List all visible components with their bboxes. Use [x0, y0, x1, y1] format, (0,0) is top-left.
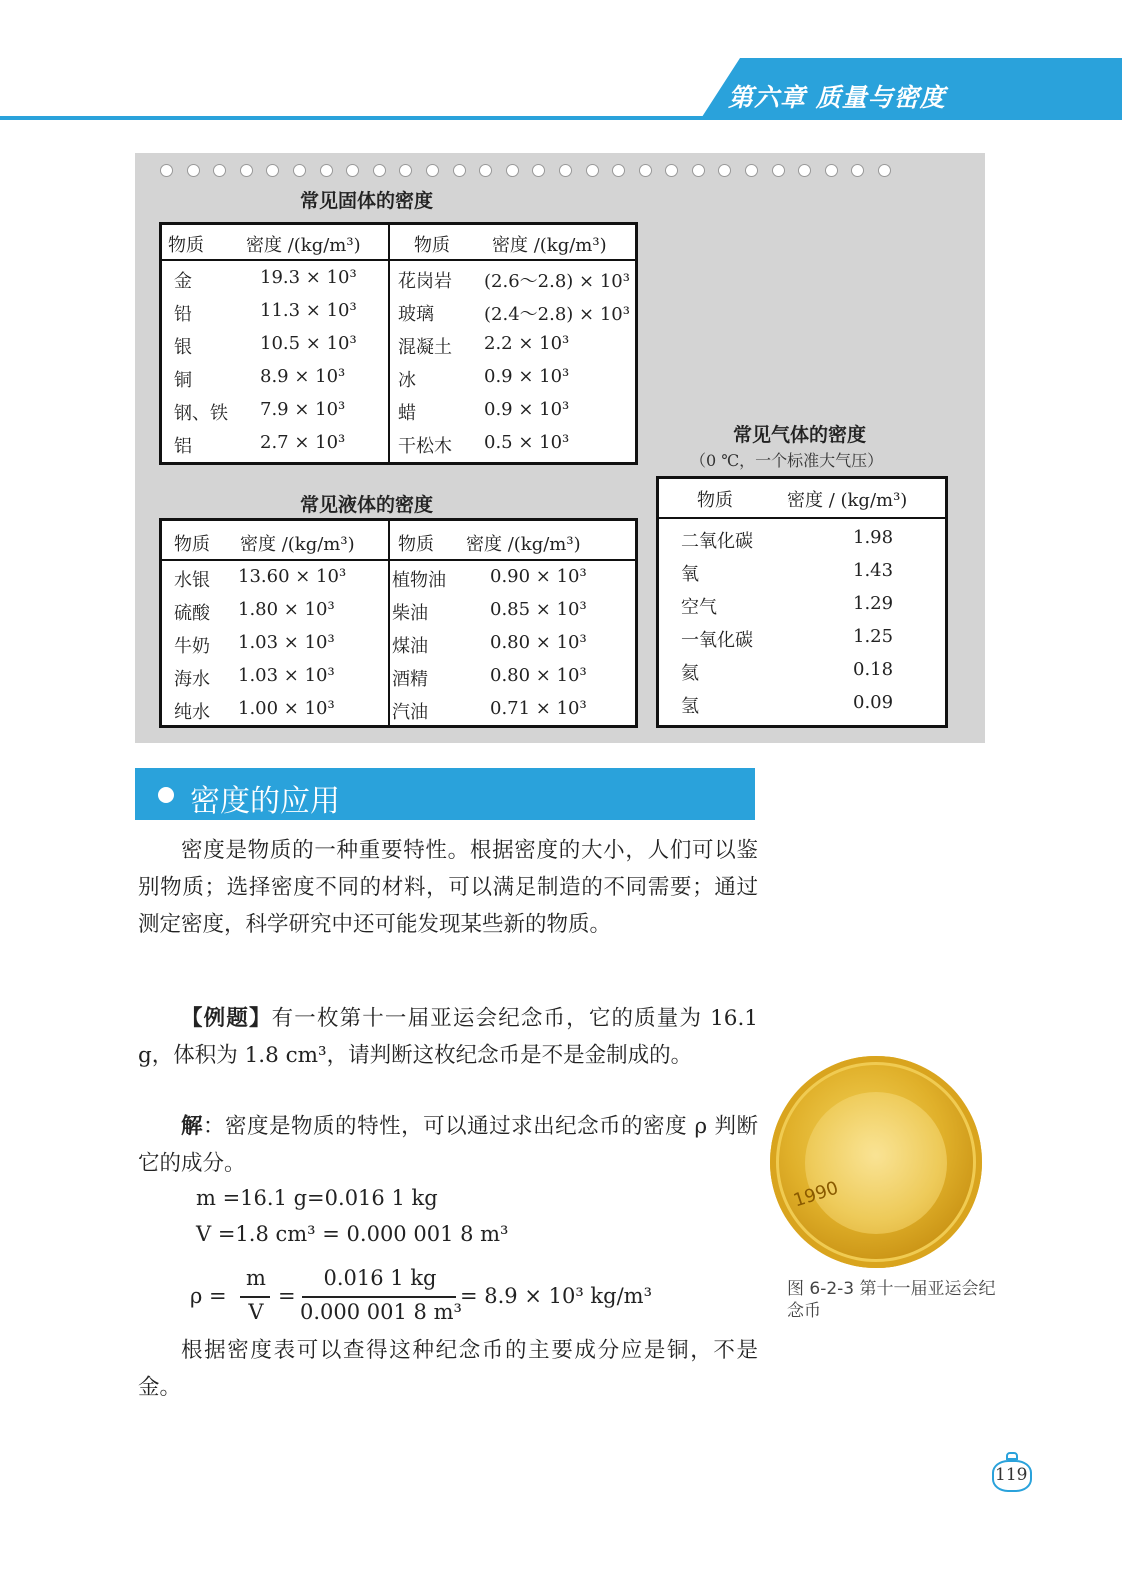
fraction-numerator: m [246, 1266, 266, 1290]
density-value: 1.00 × 10³ [238, 698, 335, 719]
ring-hole [825, 164, 838, 177]
ring-hole [586, 164, 599, 177]
ring-hole [692, 164, 705, 177]
substance-name: 铝 [174, 436, 192, 457]
substance-name: 冰 [398, 370, 416, 391]
substance-name: 植物油 [392, 570, 446, 591]
ring-hole [320, 164, 333, 177]
figure-caption: 图 6-2-3 第十一届亚运会纪念币 [787, 1279, 996, 1321]
density-value: 1.03 × 10³ [238, 665, 335, 686]
substance-name: 柴油 [392, 603, 428, 624]
density-value: 13.60 × 10³ [238, 566, 347, 587]
ring-hole [559, 164, 572, 177]
solids-table [159, 222, 638, 465]
substance-name: 氧 [681, 564, 699, 585]
substance-name: 一氧化碳 [681, 630, 753, 651]
substance-name: 金 [174, 271, 192, 292]
gases-table-title: 常见气体的密度 [733, 424, 867, 446]
substance-name: 牛奶 [174, 636, 210, 657]
density-value: 0.80 × 10³ [490, 632, 587, 653]
density-value: 11.3 × 10³ [260, 300, 357, 321]
header-substance: 物质 [398, 534, 434, 555]
fraction-bar [302, 1296, 456, 1298]
substance-name: 汽油 [392, 702, 428, 723]
substance-name: 花岗岩 [398, 271, 452, 292]
ring-hole [399, 164, 412, 177]
density-value: 0.5 × 10³ [484, 432, 570, 453]
substance-name: 煤油 [392, 636, 428, 657]
density-value: (2.4～2.8) × 10³ [484, 304, 630, 325]
density-value: 1.25 [853, 626, 894, 647]
ring-hole [266, 164, 279, 177]
solution-label: 解 [181, 1114, 204, 1139]
fraction-bar [240, 1296, 270, 1298]
fraction-numerator: 0.016 1 kg [323, 1266, 437, 1290]
fraction-denominator: V [248, 1300, 264, 1324]
ring-hole [878, 164, 891, 177]
ring-hole [718, 164, 731, 177]
weight-icon [1006, 1452, 1018, 1460]
density-value: 0.71 × 10³ [490, 698, 587, 719]
density-value: 19.3 × 10³ [260, 267, 357, 288]
header-substance: 物质 [414, 235, 450, 256]
density-value: 2.7 × 10³ [260, 432, 346, 453]
liquids-table [159, 518, 638, 728]
density-value: 7.9 × 10³ [260, 399, 346, 420]
substance-name: 玻璃 [398, 304, 434, 325]
ring-hole [639, 164, 652, 177]
header-substance: 物质 [168, 235, 204, 256]
density-value: 1.98 [853, 527, 894, 548]
ring-hole [745, 164, 758, 177]
ring-hole [851, 164, 864, 177]
ring-hole [187, 164, 200, 177]
ring-hole [373, 164, 386, 177]
density-value: 1.43 [853, 560, 894, 581]
ring-hole [426, 164, 439, 177]
example-paragraph [138, 1000, 758, 1074]
gases-table-subtitle: （0 ℃，一个标准大气压） [690, 451, 884, 470]
substance-name: 硫酸 [174, 603, 210, 624]
density-value: (2.6～2.8) × 10³ [484, 271, 630, 292]
section-title: 密度的应用 [190, 784, 340, 819]
density-value: 1.80 × 10³ [238, 599, 335, 620]
ring-hole [772, 164, 785, 177]
ring-hole [240, 164, 253, 177]
coin-year: 1990 [790, 1177, 841, 1212]
header-density: 密度 /(kg/m³) [492, 235, 607, 256]
header-substance: 物质 [697, 490, 733, 511]
substance-name: 酒精 [392, 669, 428, 690]
substance-name: 混凝土 [398, 337, 452, 358]
table-divider [388, 225, 390, 462]
ring-hole [612, 164, 625, 177]
density-value: 8.9 × 10³ [260, 366, 346, 387]
equation-result: = 8.9 × 10³ kg/m³ [460, 1284, 653, 1308]
ring-hole [346, 164, 359, 177]
gases-table [656, 476, 948, 728]
solution-text: ：密度是物质的特性，可以通过求出纪念币的密度 ρ 判断它的成分。 [138, 1114, 758, 1176]
ring-hole [453, 164, 466, 177]
substance-name: 海水 [174, 669, 210, 690]
header-density: 密度 /(kg/m³) [466, 534, 581, 555]
substance-name: 纯水 [174, 702, 210, 723]
density-value: 0.09 [853, 692, 894, 713]
substance-name: 银 [174, 337, 192, 358]
example-text: 有一枚第十一届亚运会纪念币，它的质量为 16.1 g，体积为 1.8 cm³，请判断这枚纪念币是不是金制成的。 [138, 1006, 758, 1068]
liquids-table-title: 常见液体的密度 [300, 494, 434, 516]
header-density: 密度 /(kg/m³) [246, 235, 361, 256]
ring-hole [479, 164, 492, 177]
ring-hole [160, 164, 173, 177]
density-value: 0.90 × 10³ [490, 566, 587, 587]
header-substance: 物质 [174, 534, 210, 555]
substance-name: 水银 [174, 570, 210, 591]
ring-hole [213, 164, 226, 177]
substance-name: 铜 [174, 370, 192, 391]
substance-name: 空气 [681, 597, 717, 618]
density-value: 0.85 × 10³ [490, 599, 587, 620]
ring-hole [532, 164, 545, 177]
ring-hole [798, 164, 811, 177]
chapter-title: 第六章 质量与密度 [728, 83, 946, 112]
substance-name: 铅 [174, 304, 192, 325]
substance-name: 干松木 [398, 436, 452, 457]
density-value: 0.9 × 10³ [484, 399, 570, 420]
coin-relief [805, 1092, 947, 1234]
example-label: 【例题】 [181, 1006, 272, 1031]
equation-mass: m =16.1 g=0.016 1 kg [196, 1186, 438, 1210]
density-value: 0.80 × 10³ [490, 665, 587, 686]
equation-volume: V =1.8 cm³ = 0.000 001 8 m³ [196, 1222, 509, 1246]
substance-name: 二氧化碳 [681, 531, 753, 552]
header-density: 密度 / (kg/m³) [787, 490, 908, 511]
solids-table-title: 常见固体的密度 [300, 190, 434, 212]
fraction-denominator: 0.000 001 8 m³ [300, 1300, 462, 1324]
table-divider [388, 521, 390, 725]
bullet-icon [158, 787, 174, 803]
header-density: 密度 /(kg/m³) [240, 534, 355, 555]
notebook-rings [160, 164, 960, 178]
density-value: 1.03 × 10³ [238, 632, 335, 653]
ring-hole [506, 164, 519, 177]
density-value: 1.29 [853, 593, 894, 614]
page-number-badge [992, 1452, 1034, 1492]
substance-name: 氢 [681, 696, 699, 717]
substance-name: 蜡 [398, 403, 416, 424]
density-value: 10.5 × 10³ [260, 333, 357, 354]
conclusion-paragraph: 根据密度表可以查得这种纪念币的主要成分应是铜，不是金。 [138, 1338, 758, 1400]
ring-hole [293, 164, 306, 177]
density-value: 2.2 × 10³ [484, 333, 570, 354]
density-value: 0.9 × 10³ [484, 366, 570, 387]
equation-rho: ρ = [190, 1284, 227, 1308]
ring-hole [665, 164, 678, 177]
page-number: 119 [995, 1465, 1028, 1485]
substance-name: 氦 [681, 663, 699, 684]
substance-name: 钢、铁 [174, 403, 228, 424]
intro-paragraph: 密度是物质的一种重要特性。根据密度的大小，人们可以鉴别物质；选择密度不同的材料，可以满足制造的不同需要；通过测定密度，科学研究中还可能发现某些新的物质。 [138, 838, 758, 937]
density-value: 0.18 [853, 659, 894, 680]
solution-paragraph [138, 1108, 758, 1182]
equation-equals: = [278, 1284, 296, 1308]
